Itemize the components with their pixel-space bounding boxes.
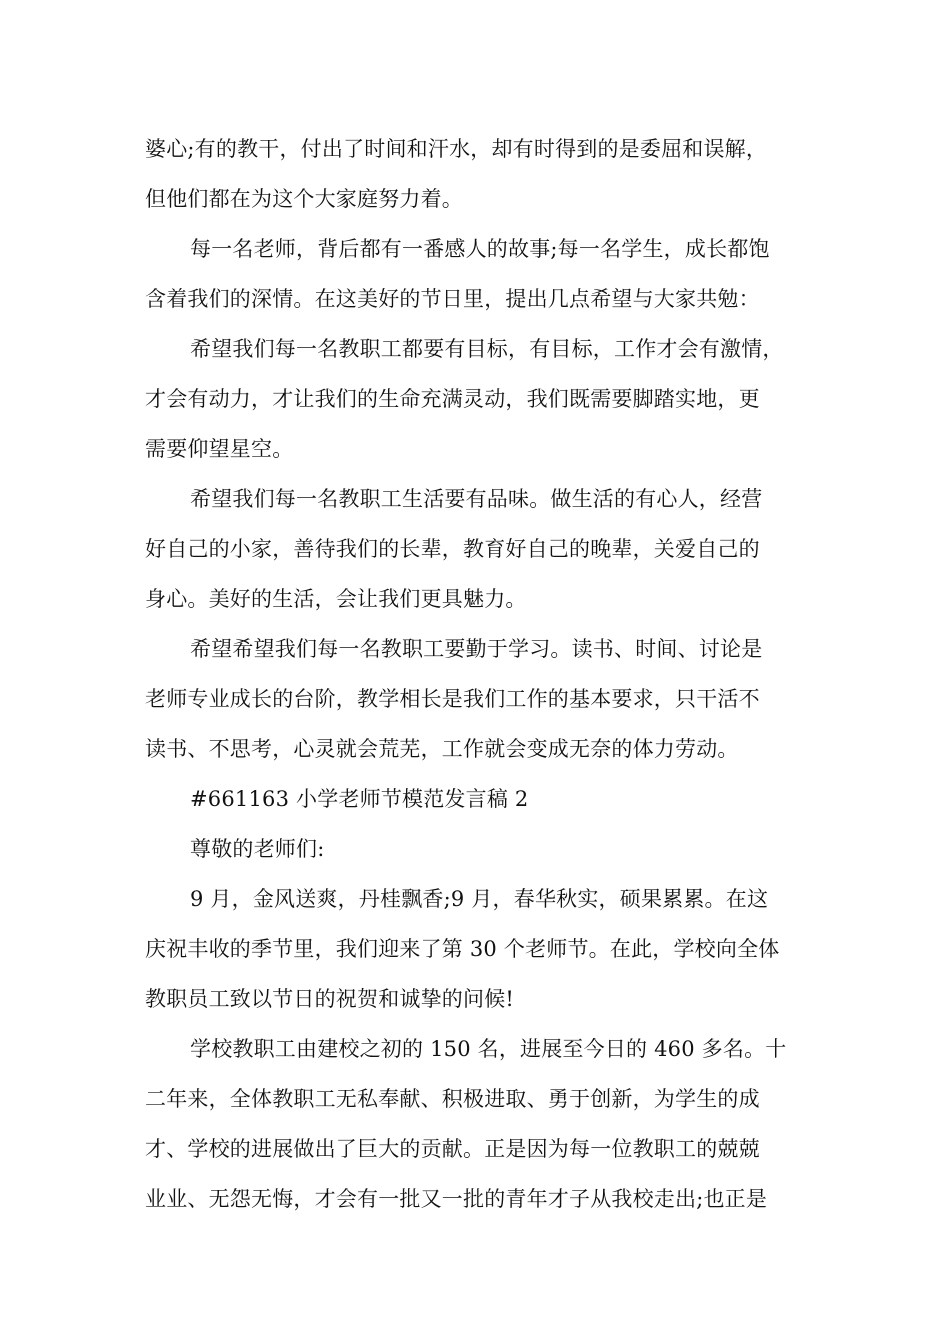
paragraph-start: 希望我们每一名教职工生活要有品味。做生活的有心人，经营	[190, 487, 763, 511]
salutation: 尊敬的老师们:	[190, 837, 325, 861]
section-heading: #661163 小学老师节模范发言稿 2	[190, 787, 529, 811]
text-line: 才、学校的进展做出了巨大的贡献。正是因为每一位教职工的兢兢	[145, 1137, 760, 1161]
text-line: 业业、无怨无悔，才会有一批又一批的青年才子从我校走出;也正是	[145, 1187, 768, 1211]
paragraph-start: 每一名老师，背后都有一番感人的故事;每一名学生，成长都饱	[190, 237, 770, 261]
text-line: 庆祝丰收的季节里，我们迎来了第 30 个老师节。在此，学校向全体	[145, 937, 780, 961]
text-line: 二年来，全体教职工无私奉献、积极进取、勇于创新，为学生的成	[145, 1087, 760, 1111]
text-line: 需要仰望星空。	[145, 437, 294, 461]
paragraph-start: 希望希望我们每一名教职工要勤于学习。读书、时间、讨论是	[190, 637, 763, 661]
text-line: 婆心;有的教干，付出了时间和汗水，却有时得到的是委屈和误解，	[145, 137, 768, 161]
text-line: 但他们都在为这个大家庭努力着。	[145, 187, 463, 211]
text-line: 身心。美好的生活，会让我们更具魅力。	[145, 587, 527, 611]
paragraph-start: 希望我们每一名教职工都要有目标，有目标，工作才会有激情，	[190, 337, 784, 361]
text-line: 读书、不思考，心灵就会荒芜，工作就会变成无奈的体力劳动。	[145, 737, 739, 761]
paragraph-start: 学校教职工由建校之初的 150 名，进展至今日的 460 多名。十	[190, 1037, 787, 1061]
text-line: 含着我们的深情。在这美好的节日里，提出几点希望与大家共勉：	[145, 287, 760, 311]
text-line: 教职员工致以节日的祝贺和诚挚的问候!	[145, 987, 515, 1011]
text-line: 好自己的小家，善待我们的长辈，教育好自己的晚辈，关爱自己的	[145, 537, 760, 561]
paragraph-start: 9 月，金风送爽，丹桂飘香;9 月，春华秋实，硕果累累。在这	[190, 887, 769, 911]
text-line: 才会有动力，才让我们的生命充满灵动，我们既需要脚踏实地，更	[145, 387, 760, 411]
text-line: 老师专业成长的台阶，教学相长是我们工作的基本要求，只干活不	[145, 687, 760, 711]
